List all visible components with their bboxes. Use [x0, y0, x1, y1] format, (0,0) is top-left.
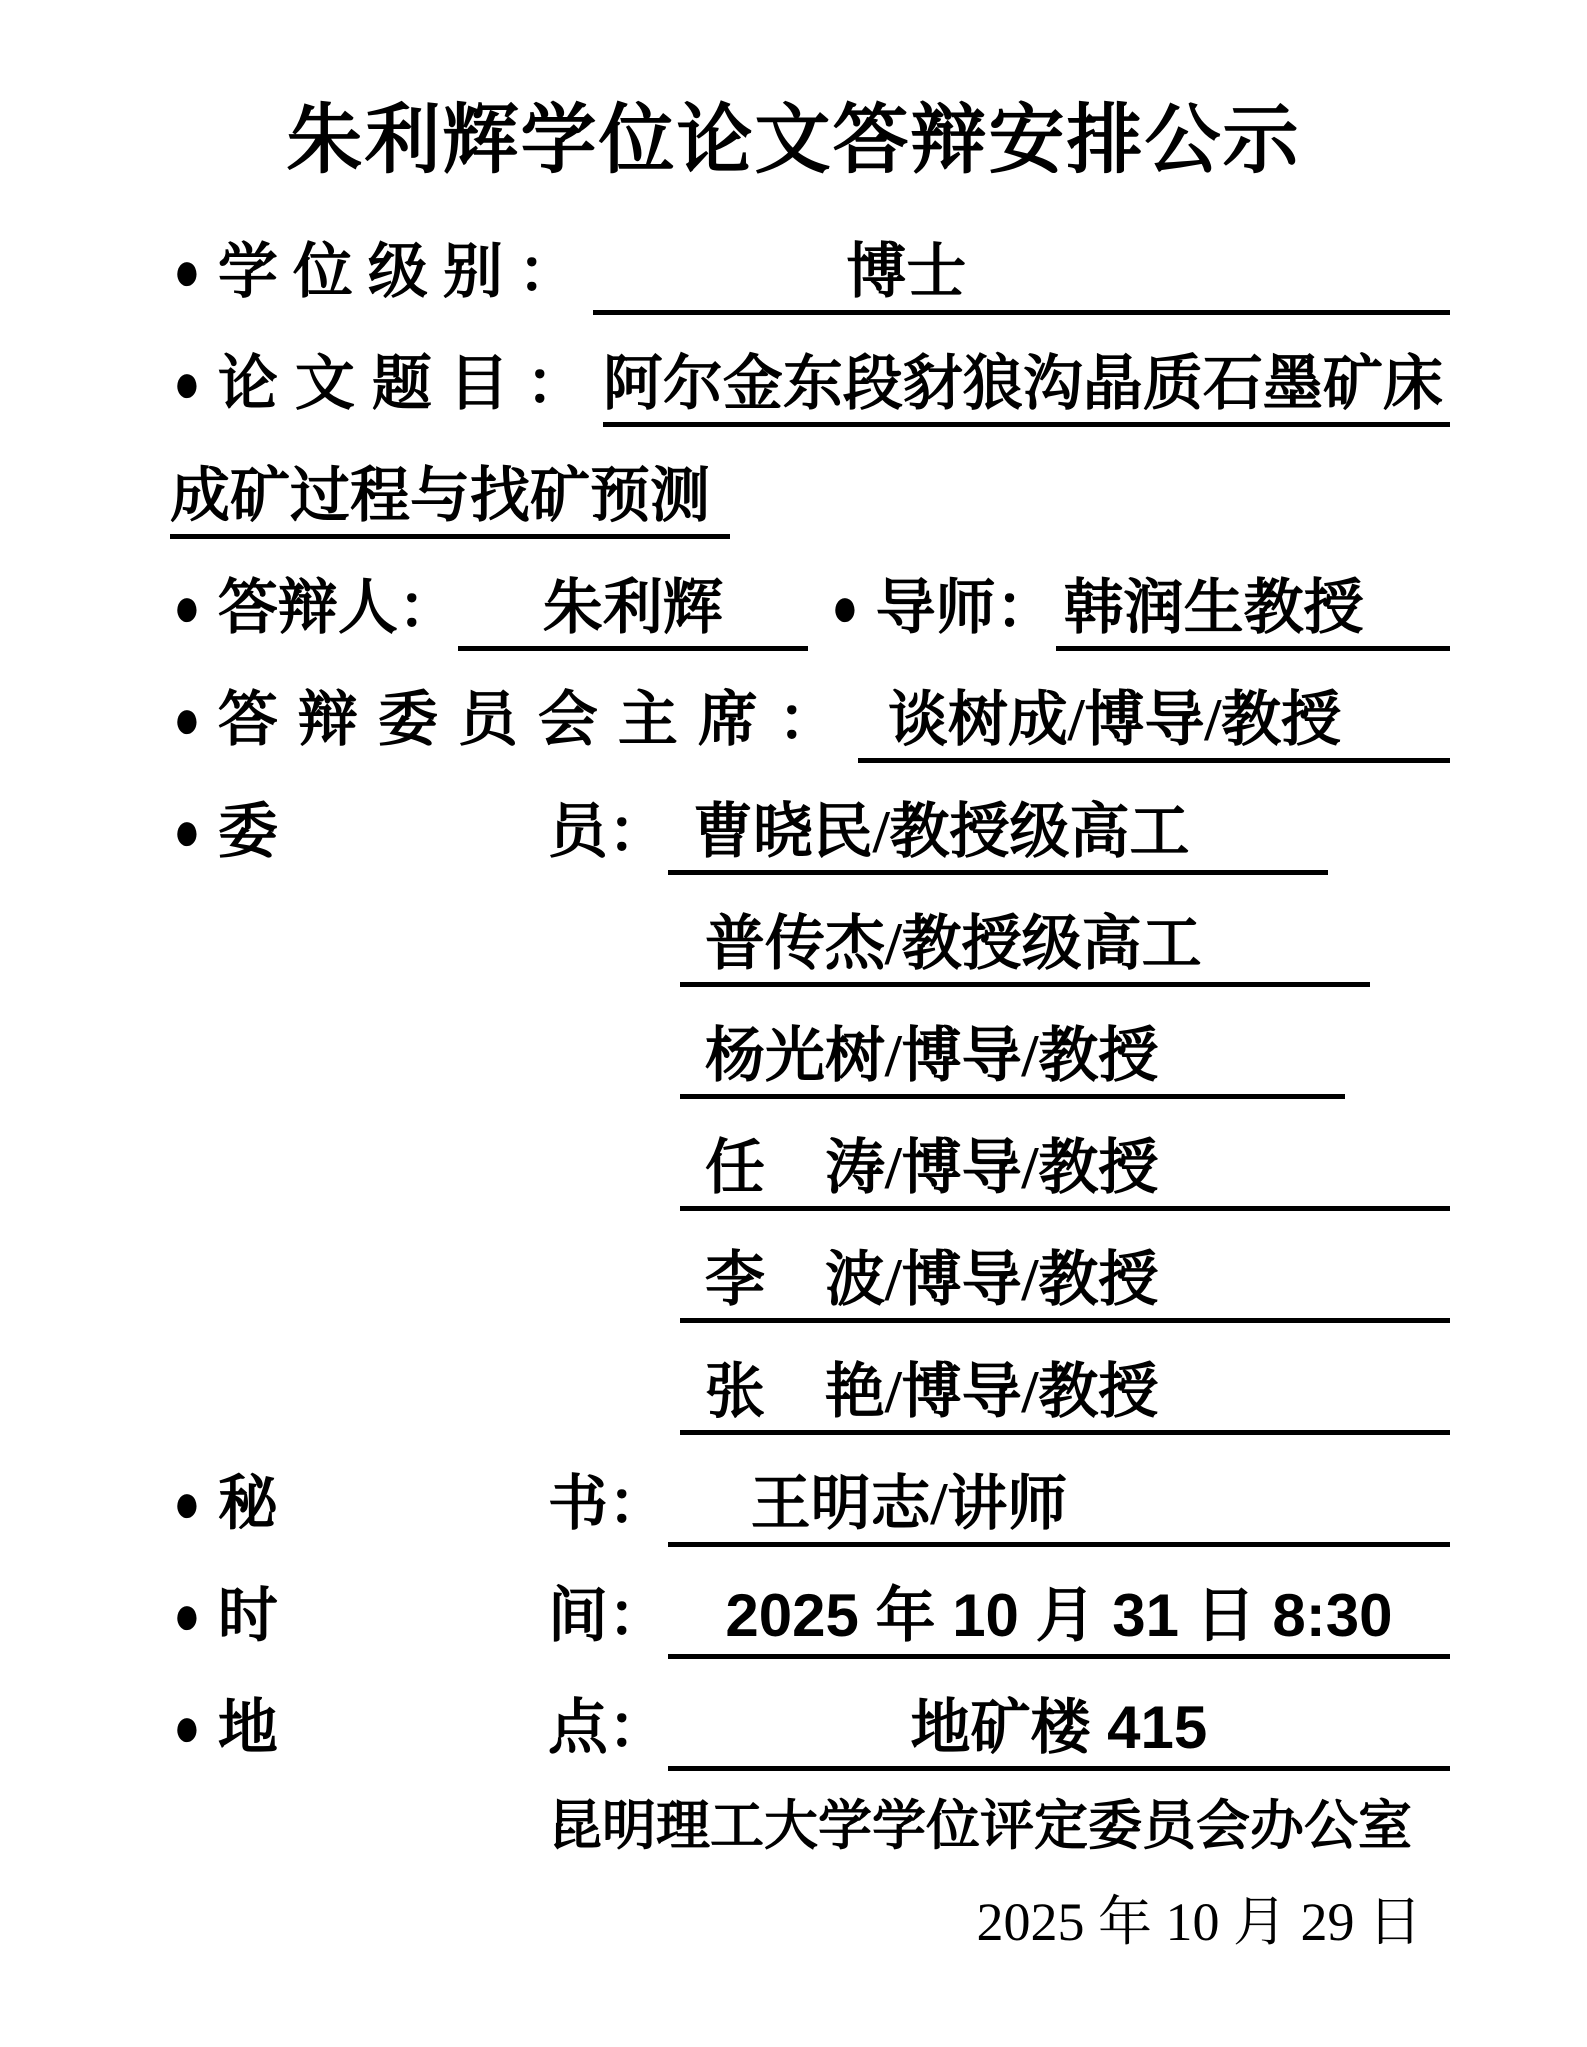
bullet-icon: ● — [173, 1697, 201, 1760]
committee-member: 曹晓民/教授级高工 — [668, 802, 1328, 875]
committee-member: 张 艳/博导/教授 — [680, 1362, 1450, 1435]
committee-member: 杨光树/博导/教授 — [680, 1026, 1345, 1099]
venue-value: 地矿楼 415 — [668, 1698, 1450, 1771]
degree-label: 学位级别： — [217, 239, 593, 306]
thesis-title-line2: 成矿过程与找矿预测 — [170, 466, 730, 539]
secretary-value: 王明志/讲师 — [668, 1474, 1450, 1547]
thesis-label-group — [170, 351, 603, 427]
bullet-icon: ● — [173, 801, 201, 864]
supervisor-label: 导师： — [875, 575, 1056, 642]
field-chair — [0, 651, 1587, 763]
chair-label: 答辩委员会主席： — [217, 687, 858, 754]
committee-label-first: 委 — [217, 799, 278, 866]
secretary-label-last: 书： — [547, 1471, 668, 1538]
field-committee-member — [0, 987, 1587, 1099]
bullet-icon: ● — [173, 577, 201, 640]
committee-member: 李 波/博导/教授 — [680, 1250, 1450, 1323]
field-thesis-title-cont — [0, 427, 1587, 539]
field-thesis-title — [0, 315, 1587, 427]
defender-label: 答辩人： — [217, 575, 458, 642]
bullet-icon: ● — [173, 1473, 201, 1536]
secretary-label-first: 秘 — [217, 1471, 278, 1538]
field-time — [0, 1547, 1587, 1659]
committee-label-last: 员： — [547, 799, 668, 866]
field-committee-member — [0, 875, 1587, 987]
venue-label-last: 点： — [547, 1695, 668, 1762]
bullet-icon: ● — [173, 689, 201, 752]
defender-value: 朱利辉 — [458, 578, 808, 651]
thesis-title-line1: 阿尔金东段豺狼沟晶质石墨矿床 — [603, 354, 1450, 427]
thesis-label: 论文题目： — [217, 351, 603, 418]
field-committee-member — [0, 1323, 1587, 1435]
field-secretary — [0, 1435, 1587, 1547]
bullet-icon: ● — [831, 577, 859, 640]
fields — [0, 203, 1587, 1771]
bullet-icon: ● — [173, 353, 201, 416]
secretary-label-group — [170, 1471, 668, 1547]
bullet-icon: ● — [173, 1585, 201, 1648]
venue-label-group — [170, 1695, 668, 1771]
supervisor-value: 韩润生教授 — [1056, 578, 1450, 651]
field-committee — [0, 763, 1587, 875]
field-venue — [0, 1659, 1587, 1771]
committee-member: 普传杰/教授级高工 — [680, 914, 1370, 987]
field-degree — [0, 203, 1587, 315]
time-value: 2025 年 10 月 31 日 8:30 — [668, 1586, 1450, 1659]
field-defender-supervisor — [0, 539, 1587, 651]
footer-date: 2025 年 10 月 29 日 — [976, 1892, 1422, 1953]
time-label-group — [170, 1583, 668, 1659]
committee-member: 任 涛/博导/教授 — [680, 1138, 1450, 1211]
venue-label-first: 地 — [217, 1695, 278, 1762]
field-committee-member — [0, 1211, 1587, 1323]
page-title: 朱利辉学位论文答辩安排公示 — [286, 98, 1301, 183]
committee-label-group — [170, 799, 668, 875]
chair-label-group — [170, 687, 858, 763]
degree-label-group — [170, 239, 593, 315]
supervisor-label-group — [828, 575, 1056, 651]
bullet-icon: ● — [173, 241, 201, 304]
time-label-last: 间： — [547, 1583, 668, 1650]
field-committee-member — [0, 1099, 1587, 1211]
defender-label-group — [170, 575, 458, 651]
chair-value: 谈树成/博导/教授 — [858, 690, 1450, 763]
degree-value: 博士 — [593, 242, 1450, 315]
footer-organization: 昆明理工大学学位评定委员会办公室 — [548, 1796, 1412, 1857]
time-label-first: 时 — [217, 1583, 278, 1650]
